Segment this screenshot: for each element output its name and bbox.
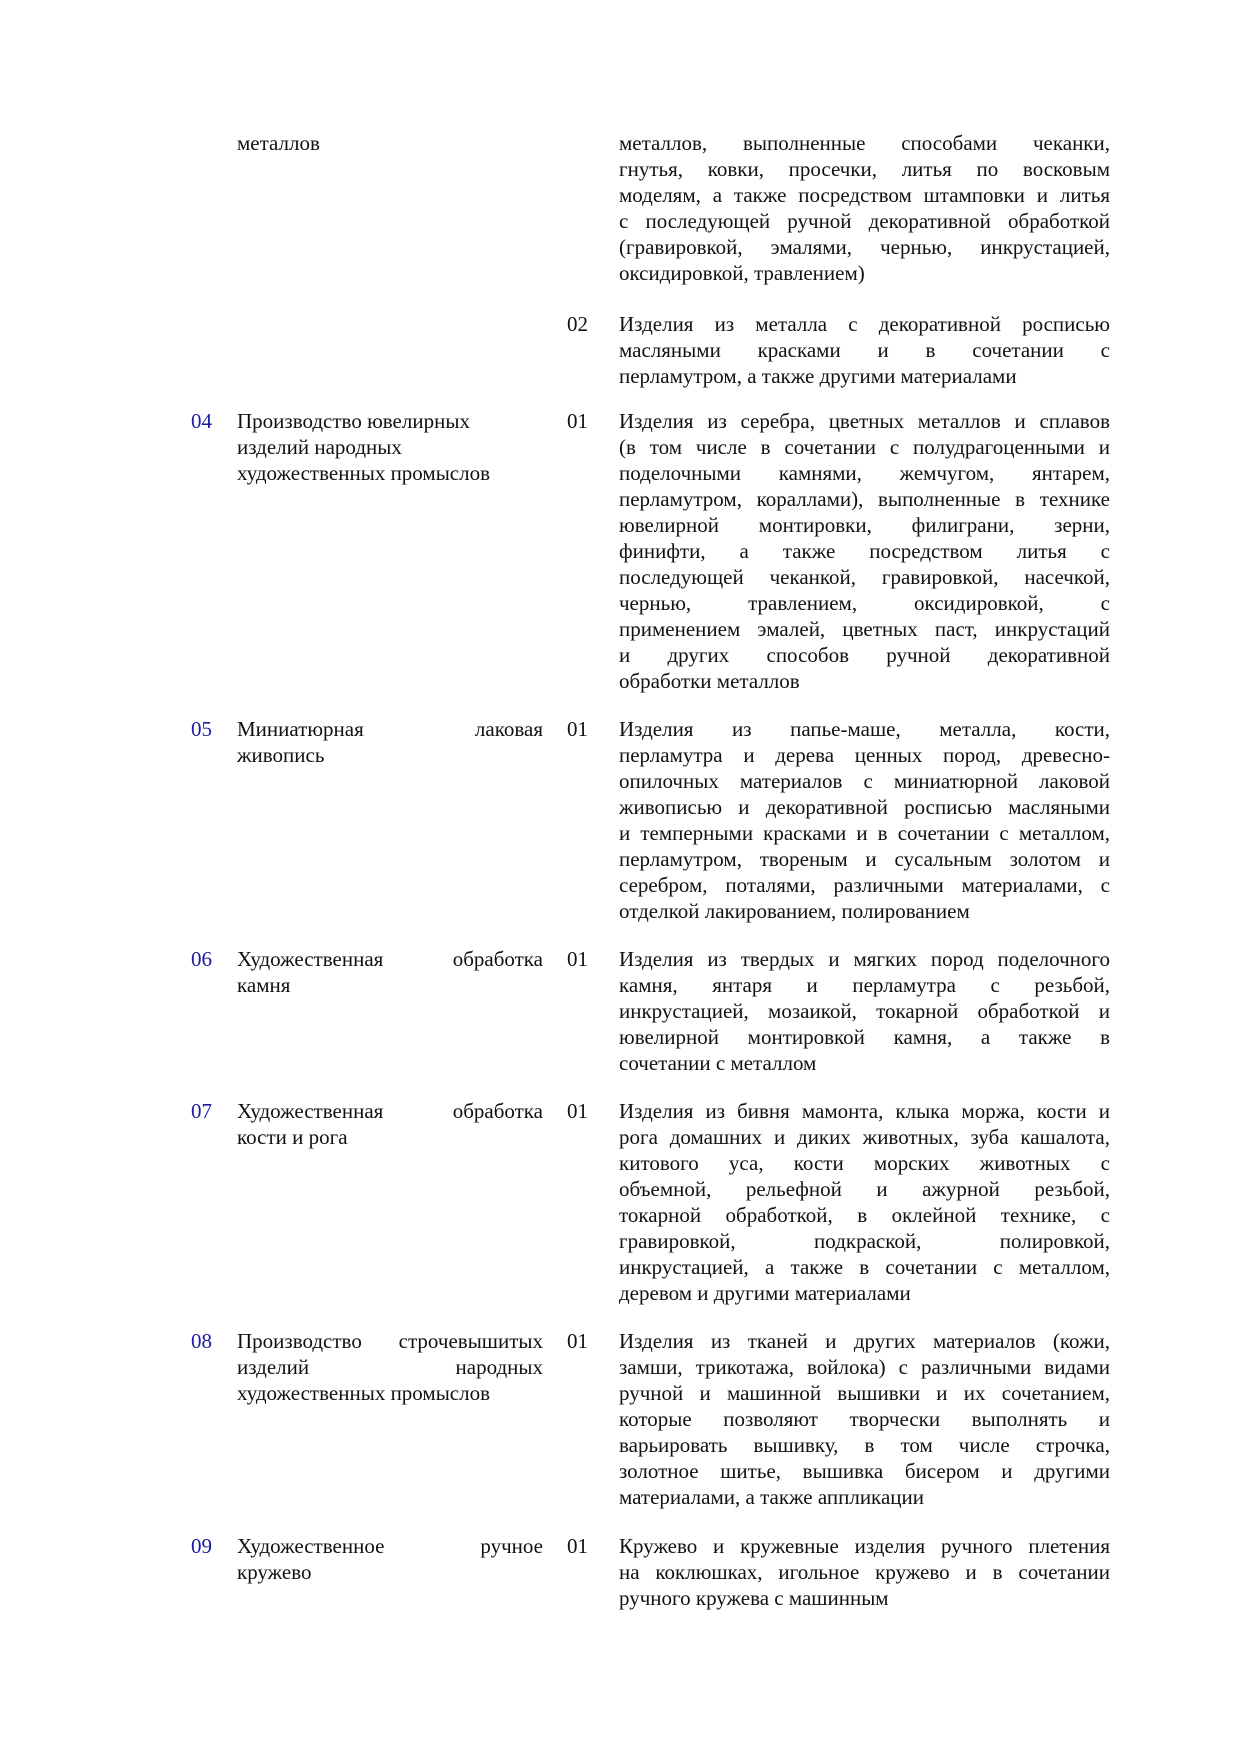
desc-line: Изделия из бивня мамонта, клыка моржа, кости и [619,1099,1110,1123]
desc-line: деревом и другими материалами [619,1281,911,1305]
name-line: Производство строчевышитых [237,1329,543,1353]
desc-line: живописью и декоративной росписью масляными [619,795,1110,819]
name-line: кружево [237,1560,312,1584]
desc-line: ювелирной монтировки, филиграни, зерни, [619,513,1110,537]
craft-name [237,130,543,156]
desc-line: камня, янтаря и перламутра с резьбой, [619,973,1110,997]
craft-code: 04 [191,409,212,433]
name-line: Художественная обработка [237,1099,543,1123]
item-description [619,408,1110,694]
desc-line: инкрустацией, мозаикой, токарной обработкой и [619,999,1110,1023]
desc-line: последующей чеканкой, гравировкой, насечкой, [619,565,1110,589]
desc-line: ювелирной монтировкой камня, а также в [619,1025,1110,1049]
name-line: Миниатюрная лаковая [237,717,543,741]
item-description [619,311,1110,389]
desc-line: на коклюшках, игольное кружево и в сочетании [619,1560,1110,1584]
desc-line: Изделия из тканей и других материалов (кожи, [619,1329,1110,1353]
desc-line: которые позволяют творчески выполнять и [619,1407,1110,1431]
desc-line: перламутра и дерева ценных пород, древесно- [619,743,1110,767]
name-line: живопись [237,743,325,767]
desc-line: перламутром, а также другими материалами [619,364,1017,388]
desc-line: применением эмалей, цветных паст, инкрустаций [619,617,1110,641]
item-code: 01 [567,717,588,741]
desc-line: китового уса, кости морских животных с [619,1151,1110,1175]
item-code: 01 [567,1099,588,1123]
desc-line: рога домашних и диких животных, зуба кашалота, [619,1125,1110,1149]
desc-line: токарной обработкой, в оклейной технике, с [619,1203,1110,1227]
desc-line: инкрустацией, а также в сочетании с металлом, [619,1255,1110,1279]
desc-line: (в том числе в сочетании с полудрагоценными и [619,435,1110,459]
desc-line: опилочных материалов с миниатюрной лаковой [619,769,1110,793]
craft-name [237,716,543,768]
desc-line: и темперными красками и в сочетании с металлом, [619,821,1110,845]
desc-line: оксидировкой, травлением) [619,261,865,285]
desc-line: моделям, а также посредством штамповки и литья [619,183,1110,207]
craft-name [237,1328,543,1406]
item-description [619,1328,1110,1510]
craft-name [237,946,543,998]
item-description [619,716,1110,924]
desc-line: и других способов ручной декоративной [619,643,1110,667]
desc-line: ручного кружева с машинным [619,1586,889,1610]
name-line: изделий народных [237,1355,543,1379]
desc-line: сочетании с металлом [619,1051,817,1075]
craft-name [237,1533,543,1585]
desc-line: материалами, а также аппликации [619,1485,924,1509]
name-line: Художественная обработка [237,947,543,971]
name-line: Производство ювелирных [237,409,470,433]
item-code: 01 [567,947,588,971]
desc-line: чернью, травлением, оксидировкой, с [619,591,1110,615]
item-description [619,946,1110,1076]
desc-line: отделкой лакированием, полированием [619,899,970,923]
desc-line: Изделия из серебра, цветных металлов и сплавов [619,409,1110,433]
desc-line: Изделия из папье-маше, металла, кости, [619,717,1110,741]
craft-code: 07 [191,1099,212,1123]
name-line: художественных промыслов [237,1381,491,1405]
desc-line: перламутром, кораллами), выполненные в технике [619,487,1110,511]
item-description [619,1533,1110,1611]
desc-line: ручной и машинной вышивки и их сочетанием, [619,1381,1110,1405]
desc-line: Изделия из металла с декоративной росписью [619,312,1110,336]
desc-line: с последующей ручной декоративной обработкой [619,209,1110,233]
name-line: металлов [237,131,320,155]
name-line: изделий народных [237,435,402,459]
desc-line: (гравировкой, эмалями, чернью, инкрустацией, [619,235,1110,259]
name-line: художественных промыслов [237,461,491,485]
item-code: 01 [567,1329,588,1353]
craft-code: 08 [191,1329,212,1353]
name-line: кости и рога [237,1125,348,1149]
item-description [619,1098,1110,1306]
desc-line: замши, трикотажа, войлока) с различными видами [619,1355,1110,1379]
desc-line: объемной, рельефной и ажурной резьбой, [619,1177,1110,1201]
desc-line: металлов, выполненные способами чеканки, [619,131,1110,155]
desc-line: обработки металлов [619,669,800,693]
desc-line: финифти, а также посредством литья с [619,539,1110,563]
item-code: 01 [567,1534,588,1558]
desc-line: гнутья, ковки, просечки, литья по восковым [619,157,1110,181]
item-description [619,130,1110,286]
craft-name [237,408,543,486]
desc-line: Кружево и кружевные изделия ручного плетения [619,1534,1110,1558]
desc-line: серебром, поталями, различными материалами, с [619,873,1110,897]
craft-code: 09 [191,1534,212,1558]
name-line: Художественное ручное [237,1534,543,1558]
desc-line: золотное шитье, вышивка бисером и другими [619,1459,1110,1483]
desc-line: перламутром, твореным и сусальным золотом и [619,847,1110,871]
desc-line: варьировать вышивку, в том числе строчка, [619,1433,1110,1457]
desc-line: масляными красками и в сочетании с [619,338,1110,362]
desc-line: Изделия из твердых и мягких пород поделочного [619,947,1110,971]
name-line: камня [237,973,291,997]
desc-line: поделочными камнями, жемчугом, янтарем, [619,461,1110,485]
desc-line: гравировкой, подкраской, полировкой, [619,1229,1110,1253]
craft-code: 06 [191,947,212,971]
craft-code: 05 [191,717,212,741]
item-code: 01 [567,409,588,433]
item-code: 02 [567,312,588,336]
craft-name [237,1098,543,1150]
